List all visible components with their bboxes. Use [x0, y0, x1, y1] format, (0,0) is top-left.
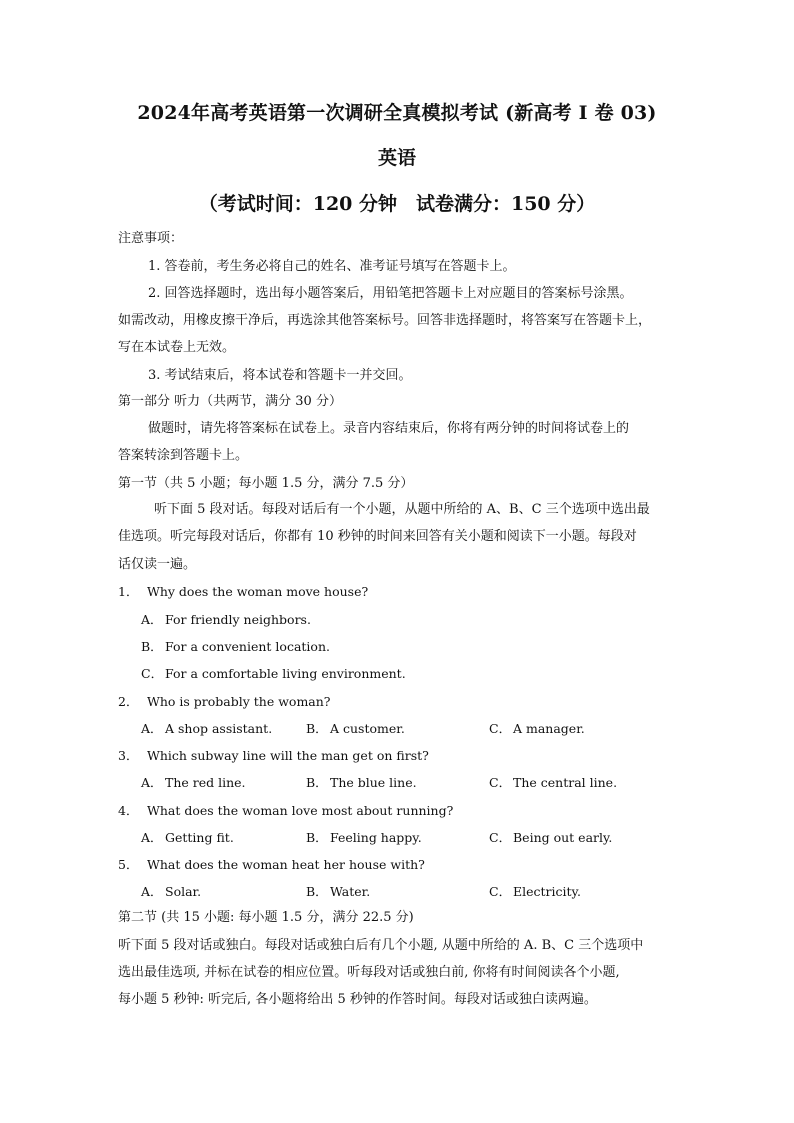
notice-heading: 注意事项：: [118, 231, 184, 246]
question-1-option-c: [141, 666, 406, 682]
question-5: [118, 857, 425, 873]
option-text: A customer.: [330, 721, 405, 736]
exam-time-info: （考试时间：120 分钟 试卷满分：150 分）: [198, 193, 596, 215]
notice-item-3: 3. 考试结束后，将本试卷和答题卡一并交回。: [148, 368, 412, 383]
option-text: Solar.: [165, 884, 202, 899]
question-4-option-a: [141, 830, 234, 846]
question-number: 3．: [118, 748, 139, 763]
option-text: For a comfortable living environment.: [165, 666, 406, 681]
option-label: B．: [306, 884, 328, 899]
notice-item-2-line-3: 写在本试卷上无效。: [118, 340, 236, 355]
option-label: C．: [489, 775, 512, 790]
option-label: A．: [141, 721, 163, 736]
notice-item-1: 1. 答卷前，考生务必将自己的姓名、准考证号填写在答题卡上。: [148, 259, 516, 274]
option-text: Water.: [330, 884, 371, 899]
question-4: [118, 803, 453, 819]
section2-intro-line-3: 每小题 5 秒钟: 听完后, 各小题将给出 5 秒钟的作答时间。每段对话或独白读两遍。: [118, 992, 597, 1007]
option-label: B．: [306, 830, 328, 845]
part1-intro-line-1: 做题时，请先将答案标在试卷上。录音内容结束后，你将有两分钟的时间将试卷上的: [148, 421, 630, 436]
question-1-option-a: [141, 612, 311, 628]
question-text: What does the woman heat her house with?: [147, 857, 425, 872]
notice-item-2-line-2: 如需改动，用橡皮擦干净后，再选涂其他答案标号。回答非选择题时，将答案写在答题卡上，: [118, 313, 652, 328]
question-3-option-a: [141, 775, 246, 791]
question-text: Who is probably the woman?: [147, 694, 331, 709]
option-text: A manager.: [513, 721, 585, 736]
option-label: C．: [489, 721, 512, 736]
option-label: C．: [489, 884, 512, 899]
question-5-option-c: [489, 884, 581, 900]
option-text: For a convenient location.: [165, 639, 330, 654]
option-text: Feeling happy.: [330, 830, 422, 845]
question-2-option-a: [141, 721, 272, 737]
option-text: The central line.: [513, 775, 618, 790]
section1-intro-line-3: 话仅读一遍。: [118, 557, 197, 572]
question-number: 1．: [118, 584, 139, 599]
question-1: [118, 584, 368, 600]
option-label: A．: [141, 830, 163, 845]
question-4-option-c: [489, 830, 612, 846]
question-text: Why does the woman move house?: [147, 584, 369, 599]
section1-intro-line-2: 佳选项。听完每段对话后，你都有 10 秒钟的时间来回答有关小题和阅读下一小题。每段对: [118, 529, 637, 544]
option-text: The red line.: [165, 775, 246, 790]
question-number: 2．: [118, 694, 139, 709]
question-2-option-b: [306, 721, 405, 737]
option-text: Being out early.: [513, 830, 613, 845]
question-3-option-b: [306, 775, 417, 791]
option-text: For friendly neighbors.: [165, 612, 311, 627]
question-3-option-c: [489, 775, 617, 791]
option-text: Electricity.: [513, 884, 581, 899]
section2-intro-line-1: 听下面 5 段对话或独白。每段对话或独白后有几个小题, 从题中所给的 A. B、C 三个选项中: [118, 938, 644, 953]
question-text: What does the woman love most about running?: [147, 803, 454, 818]
option-text: Getting fit.: [165, 830, 234, 845]
question-number: 4．: [118, 803, 139, 818]
section1-heading: 第一节（共 5 小题；每小题 1.5 分，满分 7.5 分）: [118, 476, 414, 491]
question-2: [118, 694, 331, 710]
section1-intro-line-1: 听下面 5 段对话。每段对话后有一个小题，从题中所给的 A、B、C 三个选项中选出最: [154, 502, 650, 517]
question-1-option-b: [141, 639, 330, 655]
question-3: [118, 748, 429, 764]
option-text: A shop assistant.: [165, 721, 273, 736]
option-label: B．: [306, 775, 328, 790]
question-2-option-c: [489, 721, 585, 737]
option-text: The blue line.: [330, 775, 417, 790]
option-label: C．: [141, 666, 164, 681]
section2-intro-line-2: 选出最佳选项, 并标在试卷的相应位置。听每段对话或独白前, 你将有时间阅读各个小题,: [118, 965, 620, 980]
option-label: A．: [141, 884, 163, 899]
option-label: C．: [489, 830, 512, 845]
option-label: B．: [306, 721, 328, 736]
option-label: A．: [141, 775, 163, 790]
part1-intro-line-2: 答案转涂到答题卡上。: [118, 448, 249, 463]
part1-heading: 第一部分 听力（共两节，满分 30 分）: [118, 394, 342, 409]
question-5-option-a: [141, 884, 201, 900]
question-text: Which subway line will the man get on first?: [147, 748, 429, 763]
question-5-option-b: [306, 884, 370, 900]
notice-item-2-line-1: 2. 回答选择题时，选出每小题答案后，用铅笔把答题卡上对应题目的答案标号涂黑。: [148, 286, 633, 301]
exam-subject: 英语: [377, 147, 416, 169]
option-label: A．: [141, 612, 163, 627]
section2-heading: 第二节 (共 15 小题: 每小题 1.5 分，满分 22.5 分): [118, 910, 414, 925]
exam-title: 2024年高考英语第一次调研全真模拟考试 (新高考 I 卷 03): [137, 102, 657, 124]
option-label: B．: [141, 639, 163, 654]
question-4-option-b: [306, 830, 422, 846]
question-number: 5．: [118, 857, 139, 872]
